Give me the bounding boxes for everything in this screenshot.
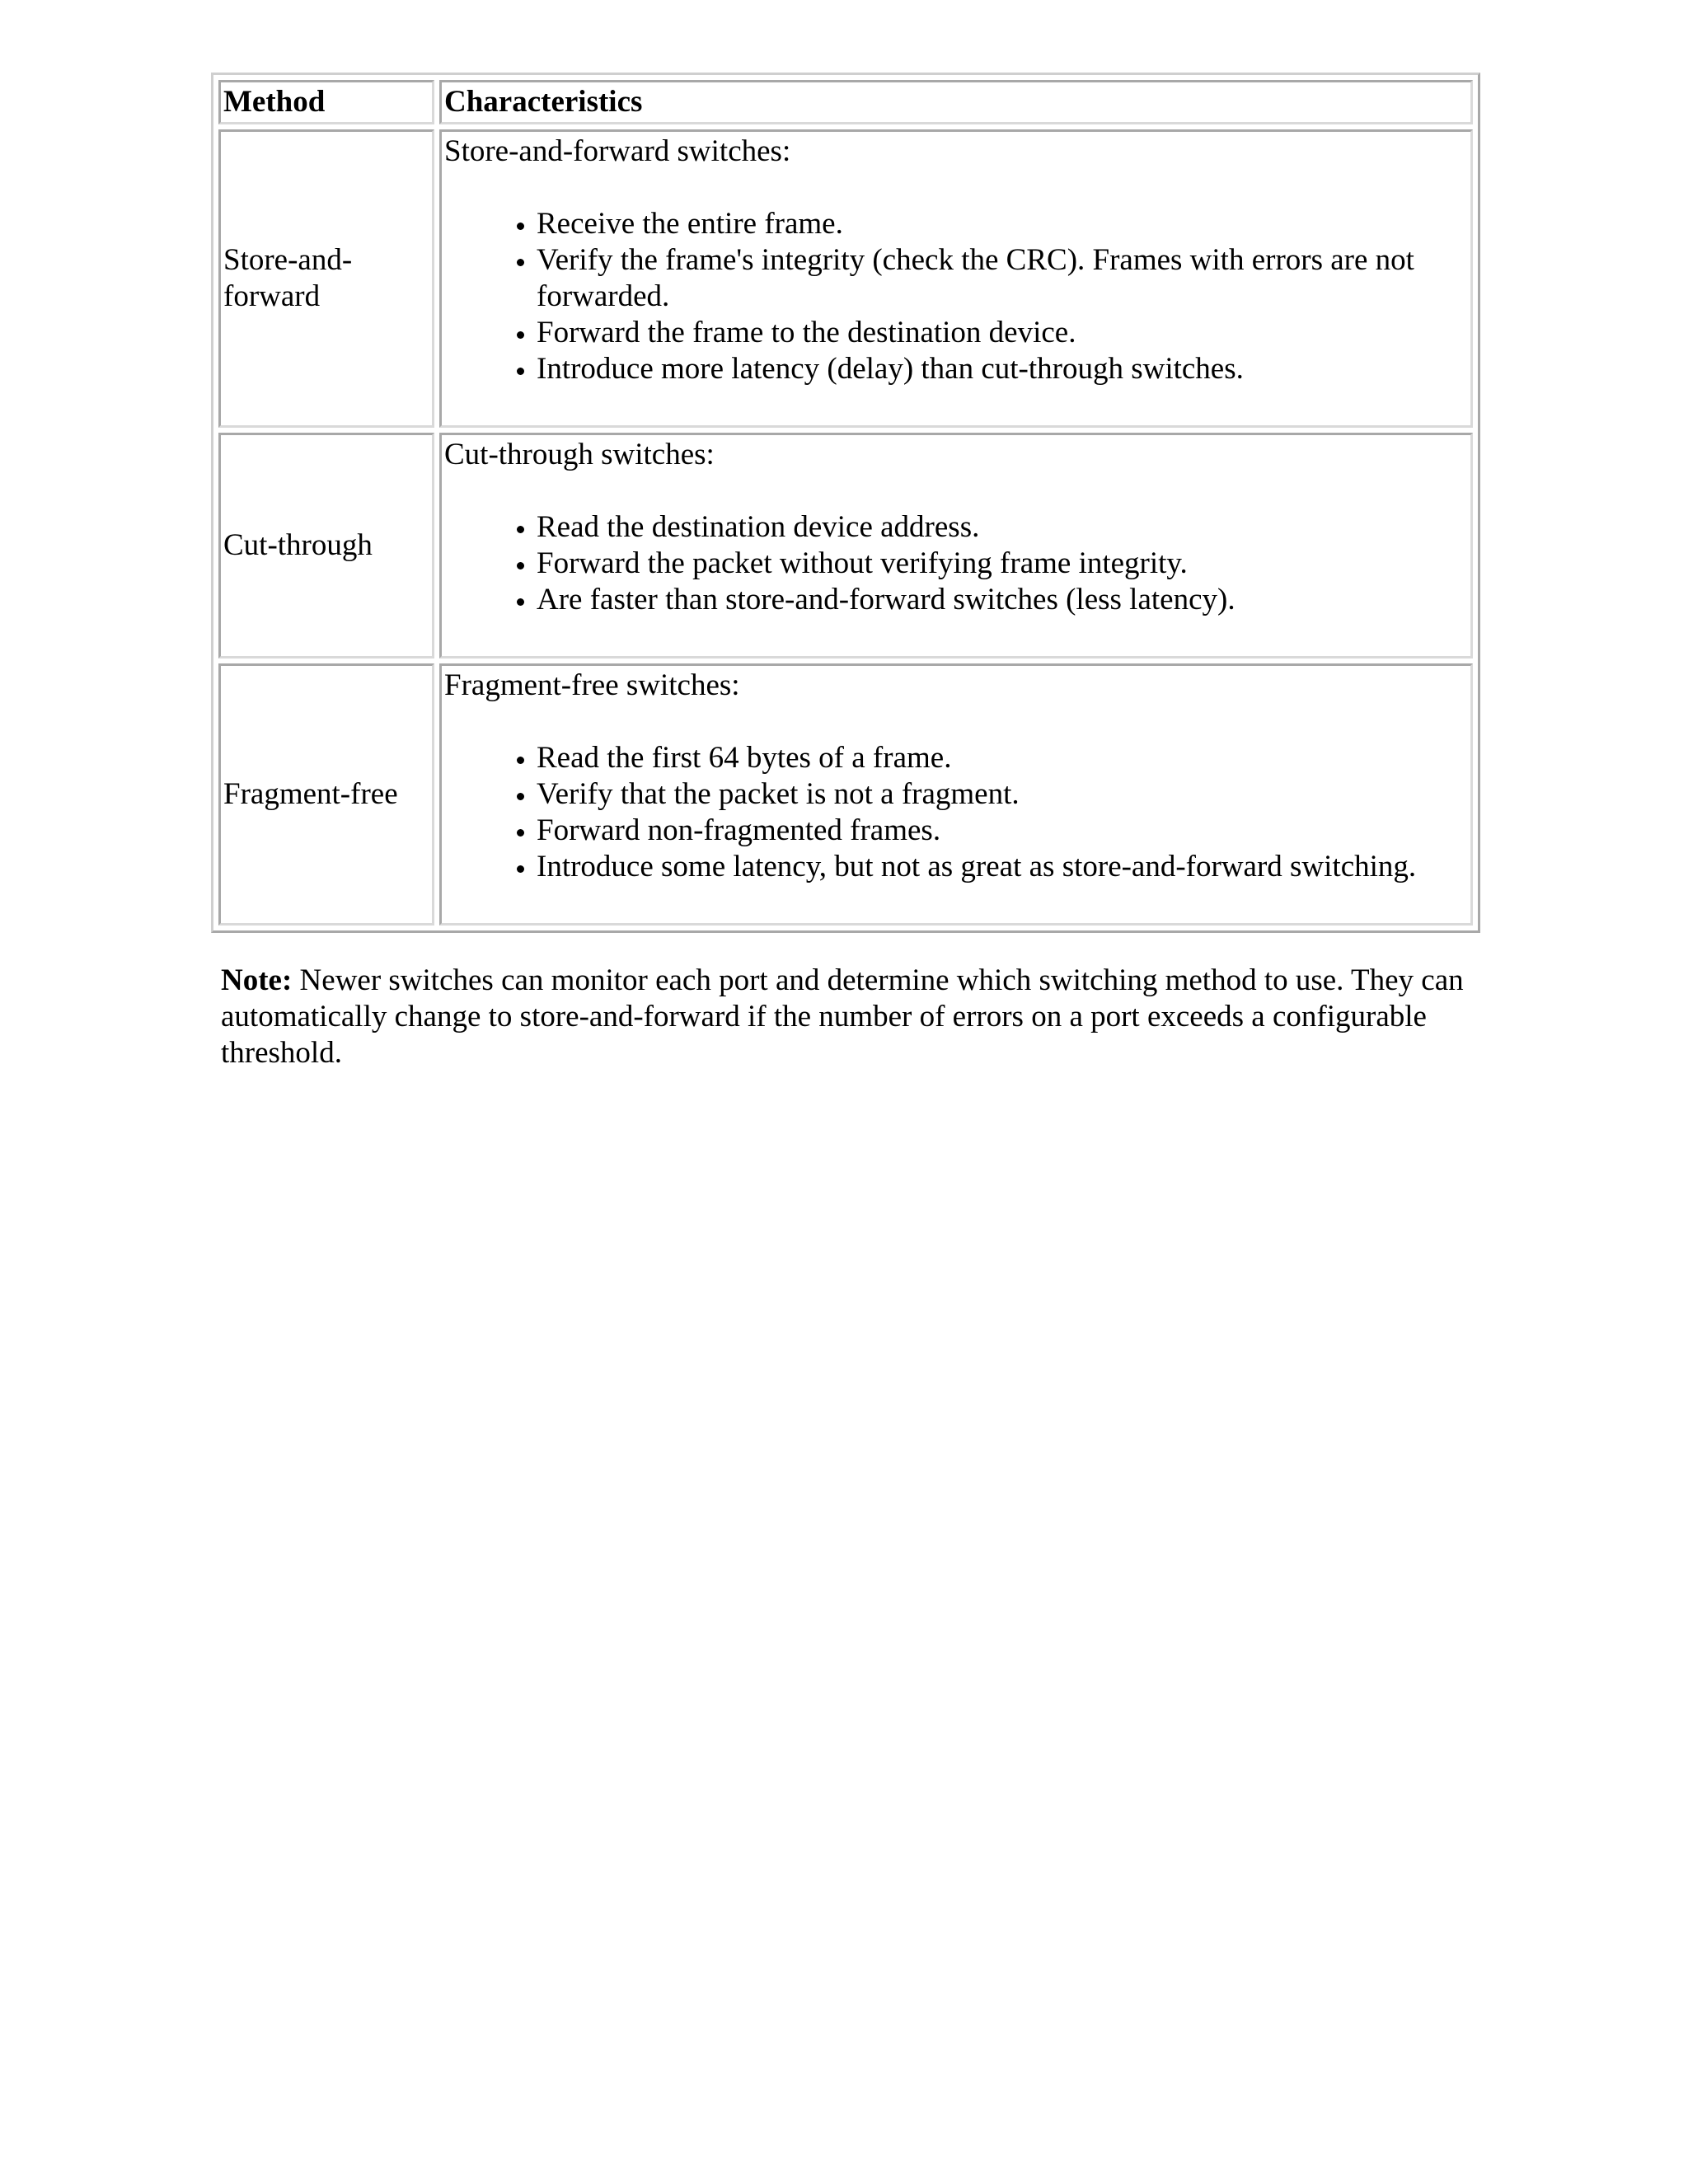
characteristics-intro: Fragment-free switches: (444, 668, 740, 702)
table-header-row (218, 80, 1473, 124)
list-item: • Receive the entire frame. (537, 206, 1469, 242)
list-item: • Forward non-fragmented frames. (537, 813, 1469, 849)
list-item: • Introduce more latency (delay) than cut-through switches. (537, 351, 1469, 387)
note-label: Note: (221, 963, 293, 997)
list-item: • Are faster than store-and-forward switches (less latency). (537, 582, 1469, 618)
list-item: • Introduce some latency, but not as great as store-and-forward switching. (537, 849, 1469, 885)
characteristics-intro: Store-and-forward switches: (444, 134, 791, 168)
characteristics-list (444, 206, 1469, 387)
characteristics-cell (439, 663, 1473, 926)
characteristics-cell (439, 129, 1473, 428)
method-cell: Cut-through (218, 433, 434, 658)
list-item: • Read the destination device address. (537, 509, 1469, 546)
switching-methods-table (211, 73, 1480, 933)
list-item: • Forward the packet without verifying frame integrity. (537, 546, 1469, 582)
document-page (211, 73, 1480, 1071)
table-row (218, 129, 1473, 428)
note-paragraph (221, 963, 1474, 1071)
table-row (218, 663, 1473, 926)
table-row (218, 433, 1473, 658)
list-item: • Verify that the packet is not a fragment. (537, 776, 1469, 813)
characteristics-intro: Cut-through switches: (444, 438, 715, 471)
characteristics-list (444, 509, 1469, 618)
header-method: Method (218, 80, 434, 124)
method-cell: Fragment-free (218, 663, 434, 926)
header-characteristics: Characteristics (439, 80, 1473, 124)
characteristics-list (444, 740, 1469, 885)
method-cell: Store-and-forward (218, 129, 434, 428)
list-item: • Verify the frame's integrity (check the CRC). Frames with errors are not forwarded. (537, 242, 1469, 315)
list-item: • Forward the frame to the destination device. (537, 315, 1469, 351)
list-item: • Read the first 64 bytes of a frame. (537, 740, 1469, 776)
note-text: Newer switches can monitor each port and determine which switching method to use. They can automatically change to store-and-forward if the number of errors on a port exceeds a configurable threshold. (221, 963, 1464, 1070)
characteristics-cell (439, 433, 1473, 658)
